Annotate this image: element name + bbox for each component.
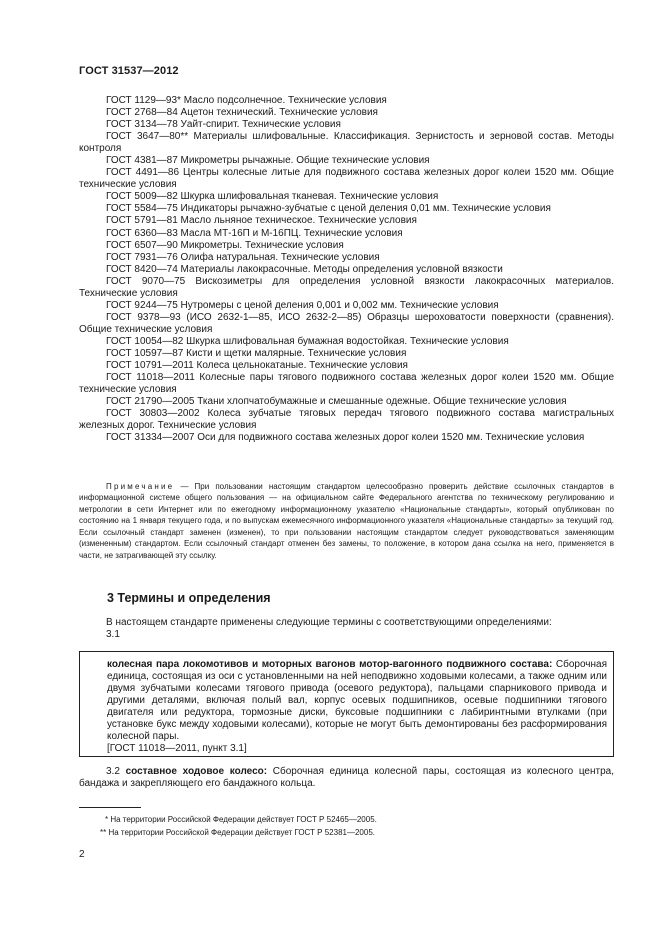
- reference-item: ГОСТ 3647—80** Материалы шлифовальные. Классификация. Зернистость и зерновой состав. Методы контроля: [79, 131, 614, 155]
- reference-item: ГОСТ 30803—2002 Колеса зубчатые тяговых передач тягового подвижного состава магистральных железных дорог. Технические условия: [79, 408, 614, 432]
- section-intro: [79, 617, 614, 642]
- reference-item: ГОСТ 2768—84 Ацетон технический. Технические условия: [106, 107, 378, 119]
- definition-box: [79, 651, 614, 757]
- section-title: 3 Термины и определения: [107, 591, 271, 605]
- term-number: 3.2: [106, 766, 120, 777]
- reference-item: ГОСТ 10054—82 Шкурка шлифовальная бумажная водостойкая. Технические условия: [106, 335, 509, 347]
- reference-item: ГОСТ 3134—78 Уайт-спирит. Технические условия: [106, 119, 341, 131]
- reference-item: ГОСТ 6360—83 Масла МТ-16П и М-16ПЦ. Технические условия: [106, 227, 403, 239]
- reference-item: ГОСТ 5791—81 Масло льняное техническое. Технические условия: [106, 215, 417, 227]
- reference-item: ГОСТ 9244—75 Нутромеры с ценой деления 0,001 и 0,002 мм. Технические условия: [106, 299, 499, 311]
- term-heading: составное ходовое колесо:: [125, 766, 268, 777]
- term-number: 3.1: [106, 629, 120, 641]
- term-heading: колесная пара локомотивов и моторных вагонов мотор-вагонного подвижного состава:: [107, 659, 553, 670]
- references-list: [79, 95, 614, 444]
- reference-item: ГОСТ 10597—87 Кисти и щетки малярные. Технические условия: [106, 347, 407, 359]
- definition-source: [ГОСТ 11018—2011, пункт 3.1]: [107, 743, 247, 754]
- reference-item: ГОСТ 5009—82 Шкурка шлифовальная тканевая. Технические условия: [106, 191, 439, 203]
- definition-content: [107, 659, 607, 755]
- reference-item: ГОСТ 9378—93 (ИСО 2632-1—85, ИСО 2632-2—85) Образцы шероховатости поверхности (сравнения). Общие технические условия: [79, 311, 614, 335]
- reference-item: ГОСТ 21790—2005 Ткани хлопчатобумажные и смешанные одежные. Общие технические условия: [106, 396, 567, 408]
- definition-3-2: [79, 766, 614, 791]
- term-definition: Сборочная единица колесной пары, состоящая из колесного центра, бандажа и закрепляющего его бандажного кольца.: [79, 766, 614, 790]
- page-number: 2: [79, 849, 85, 860]
- reference-item: ГОСТ 9070—75 Вискозиметры для определения условной вязкости лакокрасочных материалов. Технические условия: [79, 275, 614, 299]
- reference-item: ГОСТ 4381—87 Микрометры рычажные. Общие технические условия: [106, 155, 430, 167]
- reference-item: ГОСТ 7931—76 Олифа натуральная. Технические условия: [106, 251, 380, 263]
- note-paragraph: [79, 481, 614, 561]
- footnote-divider: [79, 807, 141, 808]
- reference-item: ГОСТ 5584—75 Индикаторы рычажно-зубчатые с ценой деления 0,01 мм. Технические условия: [106, 203, 551, 215]
- reference-item: ГОСТ 11018—2011 Колесные пары тягового подвижного состава железных дорог колеи 1520 мм. Общие технические условия: [79, 372, 614, 396]
- reference-item: ГОСТ 4491—86 Центры колесные литые для подвижного состава железных дорог колеи 1520 мм. Общие технические условия: [79, 167, 614, 191]
- note-text: — При пользовании настоящим стандартом целесообразно проверить действие ссылочных стандартов в информационной системе общего пользования — на официальном сайте Федерального агентства по техническому регулированию и метрологии в сети Интернет или по ежегодному информационному указателю «Национальные стандарты», который опубликован по состоянию на 1 января текущего года, и по выпускам ежемесячного информационного указателя «Национальные стандарты» за текущий год. Если ссылочный стандарт заменен (изменен), то при пользовании настоящим стандартом следует руководствоваться заменяющим (измененным) стандартом. Если ссылочный стандарт отменен без замены, то положение, в котором дана ссылка на него, применяется в части, не затрагивающей эту ссылку.: [79, 482, 614, 560]
- document-header: ГОСТ 31537—2012: [79, 65, 179, 77]
- intro-text: В настоящем стандарте применены следующие термины с соответствующими определениями:: [106, 617, 552, 628]
- note-label: Примечание: [106, 482, 175, 491]
- footnote-1: * На территории Российской Федерации действует ГОСТ Р 52465—2005.: [105, 815, 377, 824]
- reference-item: ГОСТ 31334—2007 Оси для подвижного состава железных дорог колеи 1520 мм. Технические условия: [106, 432, 585, 444]
- term-definition: Сборочная единица, состоящая из оси с установленными на ней неподвижно ходовыми колесами, а также одним или двумя зубчатыми колесами тягового привода (осевого редуктора), пальцами спарникового привода и другими деталями, включая полый вал, корпус осевых подшипников, осевые подшипники тягового двигателя или редуктора, тормозные диски, буксовые подшипники с лабиринтными втулками (при установке букс между ходовыми колесами), которые не могут быть демонтированы без расформирования колесной пары.: [107, 659, 607, 742]
- reference-item: ГОСТ 1129—93* Масло подсолнечное. Технические условия: [106, 95, 387, 106]
- reference-item: ГОСТ 10791—2011 Колеса цельнокатаные. Технические условия: [106, 360, 408, 372]
- footnote-2: ** На территории Российской Федерации действует ГОСТ Р 52381—2005.: [100, 828, 375, 837]
- reference-item: ГОСТ 6507—90 Микрометры. Технические условия: [106, 239, 344, 251]
- note-body: [79, 481, 614, 561]
- reference-item: ГОСТ 8420—74 Материалы лакокрасочные. Методы определения условной вязкости: [106, 263, 503, 275]
